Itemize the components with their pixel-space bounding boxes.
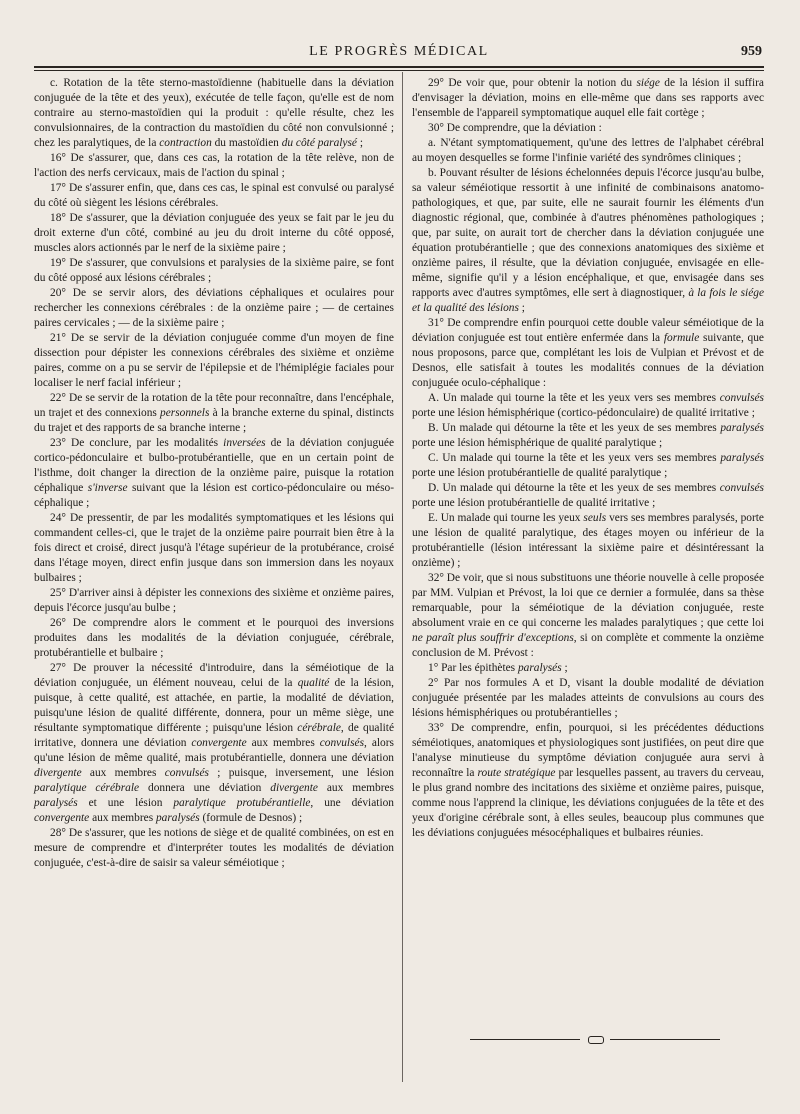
text-run: aux membres [81, 767, 165, 779]
emphasis-text: inversées [223, 437, 266, 449]
emphasis-text: convulsés [719, 482, 764, 494]
emphasis-text: paralytique cérébrale [34, 782, 140, 794]
text-run: aux membres [89, 812, 156, 824]
text-run: 20° De se servir alors, des déviations céphaliques et oculaires pour rechercher les connexions cérébrales : de la onzième paire ; — de certaines paires cervicales ; — de la sixième paire ; [34, 287, 394, 329]
text-run: donnera une déviation [139, 782, 271, 794]
emphasis-text: convergente [34, 812, 90, 824]
emphasis-text: convergente [191, 737, 247, 749]
text-run: 24° De pressentir, de par les modalités symptomatiques et les lésions qui commandent celles-ci, que le trajet de la onzième paire pourrait bien être à la fois direct et croisé, direct jusqu'à l'étage supérieur de la protubérance, croisé dans l'étage moyen, direct enfin jusque dans son immersion dans les noyaux bulbaires ; [34, 512, 394, 584]
emphasis-text: personnels [160, 407, 210, 419]
text-run: aux membres [246, 737, 320, 749]
paragraph [412, 121, 764, 136]
paragraph [412, 661, 764, 676]
emphasis-text: formule [663, 332, 700, 344]
left-column [34, 76, 394, 871]
text-run: (formule de Desnos) ; [199, 812, 303, 824]
paragraph [412, 136, 764, 166]
text-run: A. Un malade qui tourne la tête et les yeux vers ses membres [428, 392, 720, 404]
text-run: par lesquelles passent, au travers du cerveau, le plus grand nombre des incitations des sixième et onzième paires, puisque, comme nous l'apprend la clinique, les déviations conjuguées de la tête et des yeux d'origine cérébrale sont, à elles seules, beaucoup plus communes que les déviations conjuguées mésocéphaliques et bulbaires réunies. [412, 767, 764, 839]
text-run: 25° D'arriver ainsi à dépister les connexions des sixième et onzième paires, depuis l'écorce jusqu'au bulbe ; [34, 587, 394, 614]
text-run: 26° De comprendre alors le comment et le pourquoi des inversions produites dans les modalités de la déviation conjuguée, cérébrale, protubérantielle et bulbaire ; [34, 617, 394, 659]
text-run: et une lésion [77, 797, 174, 809]
column-divider [402, 72, 403, 1082]
paragraph [412, 391, 764, 421]
paragraph [412, 451, 764, 481]
text-run: 1° Par les épithètes [428, 662, 518, 674]
emphasis-text: divergente [270, 782, 318, 794]
text-run: 29° De voir que, pour obtenir la notion du [428, 77, 637, 89]
text-run: 28° De s'assurer, que les notions de siège et de qualité combinées, on est en mesure de comprendre et d'interpréter toutes les modalités de déviation conjuguée, c'est-à-dire de saisir sa valeur séméiotique ; [34, 827, 394, 869]
text-run: aux membres [317, 782, 394, 794]
text-run: 21° De se servir de la déviation conjuguée comme d'un moyen de fine dissection pour dépister les connexions cérébrales des sixième et onzième paires, comme on a pu se servir de l'épilepsie et de l'hémiplégie faciales pour localiser le nerf facial inférieur ; [34, 332, 394, 389]
paragraph [34, 586, 394, 616]
paragraph [34, 826, 394, 871]
text-run: ; [356, 137, 363, 149]
paragraph [412, 511, 764, 571]
text-run: 30° De comprendre, que la déviation : [428, 122, 602, 134]
paragraph [34, 511, 394, 586]
emphasis-text: convulsés [164, 767, 209, 779]
text-run: porte une lésion protubérantielle de qualité irritative ; [412, 497, 656, 509]
text-run: C. Un malade qui tourne la tête et les yeux vers ses membres [428, 452, 721, 464]
paragraph [412, 571, 764, 661]
paragraph [34, 256, 394, 286]
end-ornament-rule [470, 1036, 720, 1044]
text-run: 16° De s'assurer, que, dans ces cas, la rotation de la tête relève, non de l'action des nerfs cervicaux, mais de l'action du spinal ; [34, 152, 394, 179]
text-run: b. Pouvant résulter de lésions échelonnées depuis l'écorce jusqu'au bulbe, sa valeur séméiotique ressortit à une infinité de combinaisons anatomo-pathologiques, et que, par suite, elle ne saurait fournir les éléments d'un diagnostic régional, que, combinée à d'autres phénomènes pathologiques ; que, par suite, on aurait tort de chercher dans la déviation conjuguée une équation protubérantielle ; que des connexions anatomiques des sixième et onzième paires, il résulte, que la déviation conjuguée, envisagée en elle-même, signifie qu'il y a lésion encéphalique, et que, envisagée dans ses rapports avec d'autres symptômes, elle sert à diagnostiquer, [412, 167, 764, 299]
paragraph [34, 211, 394, 256]
emphasis-text: cérébrale [297, 722, 341, 734]
emphasis-text: paralytique protubérantielle [173, 797, 311, 809]
paragraph [34, 616, 394, 661]
emphasis-text: contraction [159, 137, 212, 149]
text-run: de la déviation conjuguée cortico-pédonculaire et bulbo-protubérantielle, que en un certain point de l'isthme, doit changer la direction de la onzième paire, puisque la rotation céphalique [34, 437, 394, 494]
emphasis-text: ne paraît plus souffrir d'exceptions [412, 632, 574, 644]
paragraph [34, 331, 394, 391]
text-run: D. Un malade qui détourne la tête et les yeux de ses membres [428, 482, 720, 494]
text-run: 17° De s'assurer enfin, que, dans ces cas, le spinal est convulsé ou paralysé du côté où siègent les lésions cérébrales. [34, 182, 394, 209]
emphasis-text: qualité [297, 677, 330, 689]
paragraph [34, 151, 394, 181]
text-run: E. Un malade qui tourne les yeux [428, 512, 584, 524]
text-run: , alors qu'une lésion de même qualité, mais protubérantielle, donnera une déviation [34, 737, 394, 764]
paragraph [412, 481, 764, 511]
text-run: 23° De conclure, par les modalités [50, 437, 224, 449]
text-run: 22° De se servir de la rotation de la tête pour reconnaître, dans l'encéphale, un trajet et des connexions [34, 392, 394, 419]
paragraph [412, 316, 764, 391]
text-run: 2° Par nos formules A et D, visant la double modalité de déviation conjuguée présentée par les malades atteints de convulsions au cours des lésions hémisphériques ou protubérantielles ; [412, 677, 764, 719]
text-run: , une déviation [310, 797, 394, 809]
paragraph [34, 76, 394, 151]
text-run: B. Un malade qui détourne la tête et les yeux de ses membres [428, 422, 721, 434]
paragraph [34, 661, 394, 826]
emphasis-text: paralysés [34, 797, 78, 809]
text-run: du mastoïdien [211, 137, 282, 149]
text-run: 19° De s'assurer, que convulsions et paralysies de la sixième paire, se font du côté opposé aux lésions cérébrales ; [34, 257, 394, 284]
text-run: 32° De voir, que si nous substituons une théorie nouvelle à celle proposée par MM. Vulpian et Prévost, la loi que ce dernier a formulée, dans sa thèse remarquable, pour la séméiotique de la déviation conjuguée, reste absolument vraie en ce qui concerne les malades paralytiques ; que cette loi [412, 572, 764, 629]
emphasis-text: s'inverse [87, 482, 128, 494]
emphasis-text: divergente [34, 767, 82, 779]
running-header [34, 44, 764, 64]
emphasis-text: à la fois le siége et la qualité des lésions [412, 287, 764, 314]
text-run: vers ses membres paralysés, porte une lésion de qualité paralytique, des étages moyen ou inférieur de la protubérantielle (lésion intéressant la sixième paire et désintéressant la onzième) ; [412, 512, 764, 569]
emphasis-text: du côté paralysé [281, 137, 357, 149]
emphasis-text: paralysés [720, 452, 764, 464]
emphasis-text: siége [636, 77, 660, 89]
text-run: suivante, que nous proposons, parce que, complétant les lois de Vulpian et Prévost et de Desnos, elle satisfait à toutes les modalités connues de la déviation conjuguée oculo-céphalique : [412, 332, 764, 389]
paragraph [412, 421, 764, 451]
text-run: porte une lésion hémisphérique (cortico-pédonculaire) de qualité irritative ; [412, 407, 755, 419]
text-run: ; puisque, inversement, une lésion [208, 767, 394, 779]
emphasis-text: paralysés [720, 422, 764, 434]
journal-title: LE PROGRÈS MÉDICAL [309, 44, 489, 59]
right-column [412, 76, 764, 841]
text-run: ; [518, 302, 525, 314]
paragraph [412, 721, 764, 841]
emphasis-text: seuls [583, 512, 607, 524]
page-number: 959 [741, 44, 762, 59]
text-run: à la branche externe du spinal, distincts du trajet et des rapports de sa branche interne ; [34, 407, 394, 434]
text-run: 18° De s'assurer, que la déviation conjuguée des yeux se fait par le jeu du droit externe d'un côté, combiné au jeu du droit interne du côté opposé, muscles alors actionnés par le nerf de la sixième paire ; [34, 212, 394, 254]
text-run: 31° De comprendre enfin pourquoi cette double valeur séméiotique de la déviation conjuguée est tout entière enfermée dans la [412, 317, 764, 344]
text-run: de la lésion, puisque, à cette qualité, est attachée, en partie, la modalité de déviation, puisqu'une lésion de qualité différente, donnera, pour un même siège, une résultante symptomatique différente ; puisqu'une lésion [34, 677, 394, 734]
text-run: a. N'étant symptomatiquement, qu'une des lettres de l'alphabet cérébral au moyen desquelles se forme l'infinie variété des syndrômes cliniques ; [412, 137, 764, 164]
text-run: , de qualité irritative, donnera une déviation [34, 722, 394, 749]
paragraph [34, 286, 394, 331]
text-run: 33° De comprendre, enfin, pourquoi, si les précédentes déductions séméiotiques, anatomiques et physiologiques sont justifiées, on peut dire que l'analyse minutieuse du symptôme déviation conjuguée aura servi à reconnaître la [412, 722, 764, 779]
paragraph [412, 676, 764, 721]
text-run: , si on complète et commente la onzième conclusion de M. Prévost : [412, 632, 764, 659]
paragraph [412, 76, 764, 121]
paragraph [34, 436, 394, 511]
text-run: porte une lésion hémisphérique de qualité paralytique ; [412, 437, 663, 449]
text-run: de la lésion il suffira d'envisager la déviation, moins en elle-même que dans ses rapports avec l'ensemble de l'appareil symptomatique auquel elle fait cortège ; [412, 77, 764, 119]
paragraph [34, 181, 394, 211]
emphasis-text: paralysés [155, 812, 200, 824]
paragraph [34, 391, 394, 436]
text-run: 27° De prouver la nécessité d'introduire, dans la séméiotique de la déviation conjuguée, un élément nouveau, celui de la [34, 662, 394, 689]
header-rule-thin [34, 70, 764, 71]
text-run: ; [561, 662, 568, 674]
emphasis-text: route stratégique [477, 767, 556, 779]
text-run: c. Rotation de la tête sterno-mastoïdienne (habituelle dans la déviation conjuguée de la tête et des yeux), exécutée de telle façon, qu'elle est de nom contraire au sterno-mastoïdien qui la produit : qu'elle résulte, chez les convulsionnaires, de la contraction du mastoïdien du côté non convulsionné ; chez les paralytiques, de la [34, 77, 394, 149]
paragraph [412, 166, 764, 316]
header-rule-thick [34, 66, 764, 68]
emphasis-text: convulsés [719, 392, 764, 404]
text-run: suivant que la lésion est cortico-pédonculaire ou méso-céphalique ; [34, 482, 394, 509]
emphasis-text: paralysés [517, 662, 562, 674]
emphasis-text: convulsés [319, 737, 365, 749]
text-run: porte une lésion protubérantielle de qualité paralytique ; [412, 467, 668, 479]
